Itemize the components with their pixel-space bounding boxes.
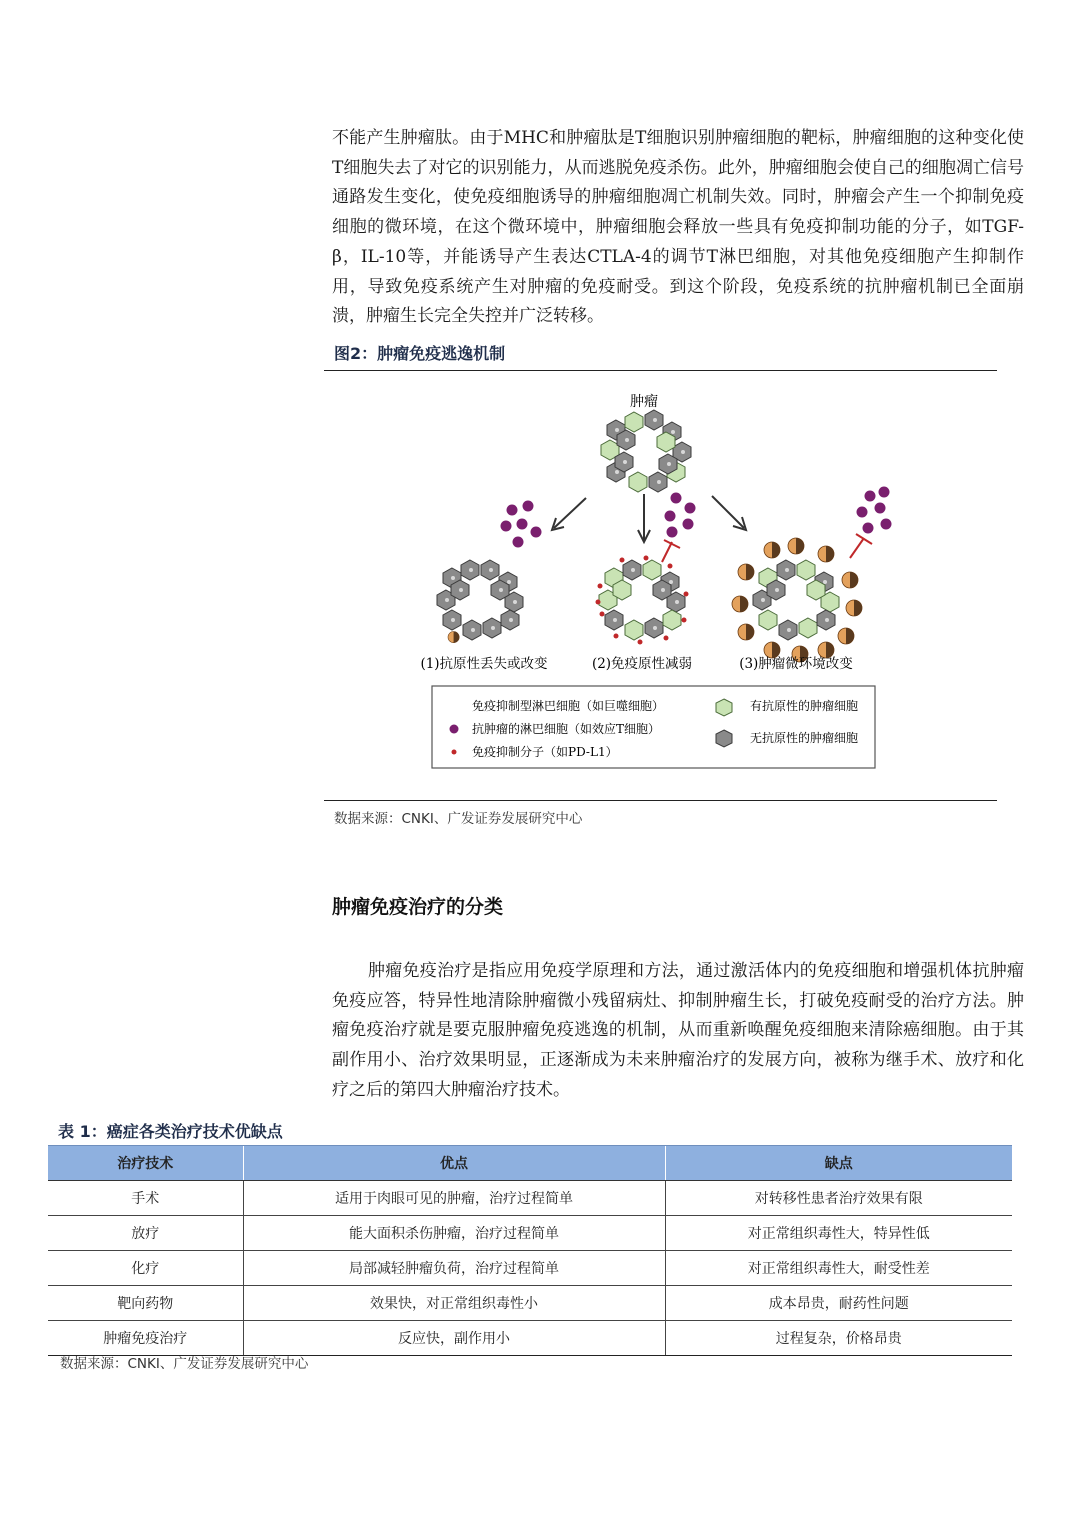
tumor-cluster-3 — [732, 538, 862, 662]
header-advantages: 优点 — [243, 1146, 665, 1181]
tumor-cluster-top — [601, 410, 691, 492]
disadvantage-cell: 对正常组织毒性大，特异性低 — [665, 1216, 1012, 1251]
legend-suppressive-molecule: 免疫抑制分子（如PD-L1） — [472, 745, 618, 759]
panel-label-1: (1)抗原性丢失或改变 — [420, 656, 548, 672]
disadvantage-cell: 对正常组织毒性大，耐受性差 — [665, 1251, 1012, 1286]
advantage-cell: 适用于肉眼可见的肿瘤，治疗过程简单 — [243, 1181, 665, 1216]
tumor-cluster-2 — [596, 556, 689, 645]
table-title: 表 1：癌症各类治疗技术优缺点 — [58, 1122, 283, 1141]
table-row — [48, 1286, 1012, 1321]
tumor-cluster-1 — [437, 560, 523, 640]
immune-escape-figure — [324, 372, 997, 800]
treatment-cell: 肿瘤免疫治疗 — [48, 1321, 243, 1356]
panel-label-2: (2)免疫原性减弱 — [591, 656, 693, 672]
panel-label-3: (3)肿瘤微环境改变 — [739, 656, 853, 672]
section-heading: 肿瘤免疫治疗的分类 — [332, 896, 504, 918]
disadvantage-cell: 对转移性患者治疗效果有限 — [665, 1181, 1012, 1216]
legend-suppressive-lymphocyte: 免疫抑制型淋巴细胞（如巨噬细胞） — [472, 699, 665, 713]
table-header-row — [48, 1146, 1012, 1181]
advantage-cell: 局部减轻肿瘤负荷，治疗过程简单 — [243, 1251, 665, 1286]
section-paragraph: 肿瘤免疫治疗是指应用免疫学原理和方法，通过激活体内的免疫细胞和增强机体抗肿瘤免疫应答，特异性地清除肿瘤微小残留病灶、抑制肿瘤生长，打破免疫耐受的治疗方法。肿瘤免疫治疗就是要克服肿瘤免疫逃逸的机制，从而重新唤醒免疫细胞来清除癌细胞。由于其副作用小、治疗效果明显，正逐渐成为未来肿瘤治疗的发展方向，被称为继手术、放疗和化疗之后的第四大肿瘤治疗技术。 — [332, 961, 1024, 1100]
legend-antitumor-lymphocyte: 抗肿瘤的淋巴细胞（如效应T细胞） — [472, 722, 661, 736]
lymphocytes-left — [501, 501, 542, 548]
inhibition-right — [850, 534, 872, 558]
advantage-cell: 能大面积杀伤肿瘤，治疗过程简单 — [243, 1216, 665, 1251]
lymphocytes-right — [857, 487, 892, 534]
disadvantage-cell: 过程复杂，价格昂贵 — [665, 1321, 1012, 1356]
treatment-comparison-table — [48, 1145, 1012, 1356]
treatment-cell: 手术 — [48, 1181, 243, 1216]
inhibition-middle — [662, 540, 680, 562]
advantage-cell: 效果快，对正常组织毒性小 — [243, 1286, 665, 1321]
treatment-cell: 化疗 — [48, 1251, 243, 1286]
figure-bottom-rule — [324, 800, 997, 801]
legend-antigenic-cell: 有抗原性的肿瘤细胞 — [750, 699, 859, 713]
tumor-label: 肿瘤 — [630, 394, 658, 410]
treatment-cell: 放疗 — [48, 1216, 243, 1251]
table-row — [48, 1251, 1012, 1286]
figure-top-rule — [324, 370, 997, 371]
disadvantage-cell: 成本昂贵，耐药性问题 — [665, 1286, 1012, 1321]
legend-nonantigenic-cell: 无抗原性的肿瘤细胞 — [750, 731, 859, 745]
figure-title: 图2：肿瘤免疫逃逸机制 — [334, 344, 506, 363]
table-row — [48, 1321, 1012, 1356]
intro-paragraph: 不能产生肿瘤肽。由于MHC和肿瘤肽是T细胞识别肿瘤细胞的靶标，肿瘤细胞的这种变化使T细胞失去了对它的识别能力，从而逃脱免疫杀伤。此外，肿瘤细胞会使自己的细胞凋亡信号通路发生变化，使免疫细胞诱导的肿瘤细胞凋亡机制失效。同时，肿瘤会产生一个抑制免疫细胞的微环境，在这个微环境中，肿瘤细胞会释放一些具有免疫抑制功能的分子，如TGF-β，IL-10等，并能诱导产生表达CTLA-4的调节T淋巴细胞，对其他免疫细胞产生抑制作用，导致免疫系统产生对肿瘤的免疫耐受。到这个阶段，免疫系统的抗肿瘤机制已全面崩溃，肿瘤生长完全失控并广泛转移。 — [332, 128, 1024, 327]
arrows — [552, 494, 746, 542]
advantage-cell: 反应快，副作用小 — [243, 1321, 665, 1356]
table-row — [48, 1216, 1012, 1251]
lymphocytes-middle — [665, 493, 696, 538]
figure-source: 数据来源：CNKI、广发证券发展研究中心 — [334, 811, 583, 827]
legend — [432, 632, 875, 769]
treatment-cell: 靶向药物 — [48, 1286, 243, 1321]
header-treatment: 治疗技术 — [48, 1146, 243, 1181]
table-row — [48, 1181, 1012, 1216]
header-disadvantages: 缺点 — [665, 1146, 1012, 1181]
table-source: 数据来源：CNKI、广发证券发展研究中心 — [60, 1356, 309, 1372]
